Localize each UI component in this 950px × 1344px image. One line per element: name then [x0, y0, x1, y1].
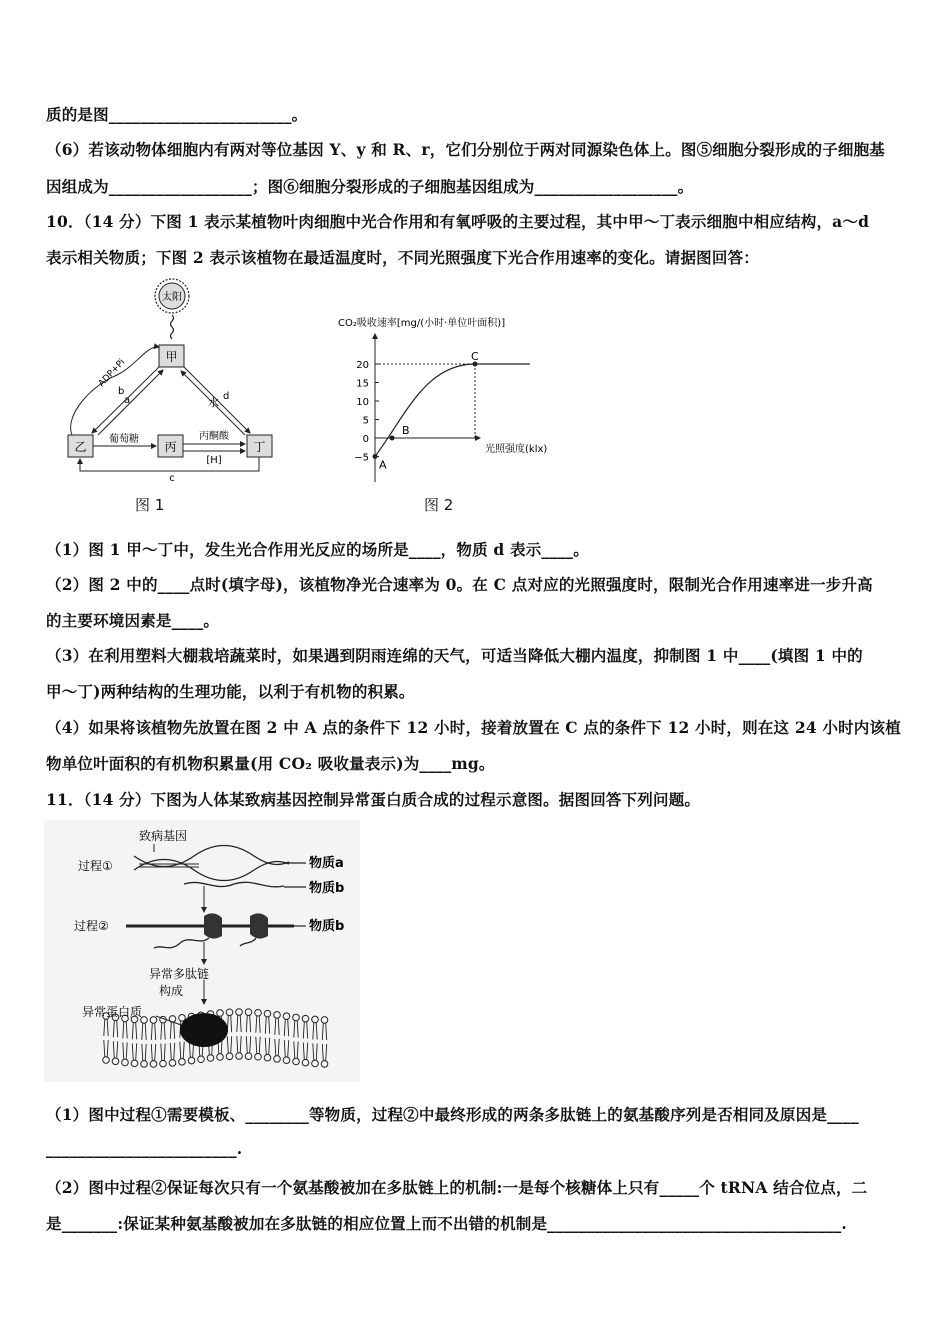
phospholipid-tail — [294, 1041, 298, 1058]
point-label-b: B — [402, 424, 410, 437]
phospholipid-head — [150, 1061, 157, 1068]
phospholipid-head — [207, 1055, 214, 1062]
ding-label: 丁 — [253, 440, 266, 454]
gene-label: 致病基因 — [139, 829, 188, 843]
phospholipid-tail — [256, 1037, 260, 1054]
phospholipid-tail — [265, 1038, 269, 1055]
phospholipid-head — [274, 1012, 281, 1019]
phospholipid-head — [312, 1060, 319, 1067]
phospholipid-tail — [284, 1040, 288, 1057]
series-line — [375, 364, 530, 457]
text-line-3: 因组成为__________________；图⑥细胞分裂形成的子细胞基因组成为__________________。 — [46, 177, 694, 196]
y-tick-label: −5 — [354, 452, 369, 464]
phospholipid-head — [293, 1058, 300, 1065]
abnormal-protein-blob — [180, 1013, 228, 1047]
phospholipid-tail — [113, 1041, 117, 1058]
substance-b-label-1: 物质b — [309, 881, 345, 896]
y-tick-label: 20 — [356, 360, 369, 371]
phospholipid-tail — [123, 1042, 127, 1059]
phospholipid-head — [198, 1056, 205, 1063]
process2-label: 过程② — [74, 919, 109, 933]
figure-3-diagram — [44, 820, 360, 1082]
phospholipid-tail — [142, 1044, 146, 1061]
phospholipid-tail — [104, 1019, 108, 1036]
phospholipid-tail — [256, 1016, 260, 1033]
text-line-10: 甲～丁)两种结构的生理功能，以利于有机物的积累。 — [46, 682, 415, 701]
phospholipid-tail — [132, 1043, 136, 1060]
phospholipid-tail — [294, 1020, 298, 1037]
phospholipid-tail — [313, 1043, 317, 1060]
phospholipid-head — [141, 1017, 148, 1024]
text-line-2: （6）若该动物体细胞内有两对等位基因 Y、y 和 R、r，它们分别位于两对同源染色体上。图⑤细胞分裂形成的子细胞基 — [46, 140, 885, 159]
phospholipid-head — [179, 1015, 186, 1022]
text-line-14: （1）图中过程①需要模板、________等物质，过程②中最终形成的两条多肽链上的氨基酸序列是否相同及原因是____ — [46, 1105, 859, 1124]
phospholipid-head — [160, 1060, 167, 1067]
phospholipid-tail — [313, 1022, 317, 1039]
ribosome-1 — [204, 913, 222, 938]
phospholipid-tail — [237, 1036, 241, 1053]
yi-label: 乙 — [74, 440, 87, 454]
glucose-label: 葡萄糖 — [109, 434, 139, 445]
phospholipid-tail — [303, 1022, 307, 1039]
phospholipid-tail — [322, 1044, 326, 1061]
phospholipid-tail — [132, 1022, 136, 1039]
text-line-6: （1）图 1 甲～丁中，发生光合作用光反应的场所是____，物质 d 表示____。 — [46, 540, 589, 559]
phospholipid-tail — [265, 1017, 269, 1034]
sun-icon — [155, 279, 189, 313]
phospholipid-head — [293, 1014, 300, 1021]
figure-1-diagram — [62, 275, 287, 490]
phospholipid-head — [226, 1053, 233, 1060]
process1-label: 过程① — [78, 859, 113, 873]
phospholipid-head — [264, 1054, 271, 1061]
phospholipid-tail — [170, 1043, 174, 1060]
phospholipid-tail — [246, 1036, 250, 1053]
phospholipid-tail — [322, 1023, 326, 1040]
substance-a-label: 物质a — [309, 856, 344, 871]
phospholipid-head — [255, 1053, 262, 1060]
phospholipid-tail — [180, 1042, 184, 1059]
phospholipid-head — [179, 1059, 186, 1066]
phospholipid-head — [131, 1060, 138, 1067]
phospholipid-head — [169, 1060, 176, 1067]
text-line-12: 物单位叶面积的有机物积累量(用 CO₂ 吸收量表示)为____mg。 — [46, 754, 495, 773]
phospholipid-head — [150, 1017, 157, 1024]
phospholipid-head — [321, 1017, 328, 1024]
y-tick-label: 15 — [356, 378, 369, 390]
fig2-ylabel: CO₂吸收速率[mg/(小时·单位叶面积)] — [338, 318, 506, 329]
text-line-17: 是_______:保证某种氨基酸被加在多肽链的相应位置上而不出错的机制是_____________________________________. — [46, 1214, 847, 1233]
pyruvate-label: 丙酮酸 — [199, 431, 229, 442]
sun-label: 太阳 — [162, 292, 182, 303]
phospholipid-tail — [275, 1039, 279, 1056]
phospholipid-head — [103, 1057, 110, 1064]
water-label: 水 — [208, 396, 219, 409]
phospholipid-tail — [104, 1040, 108, 1057]
y-tick-label: 5 — [362, 415, 369, 427]
text-line-11: （4）如果将该植物先放置在图 2 中 A 点的条件下 12 小时，接着放置在 C 点的条件下 12 小时，则在这 24 小时内该植 — [46, 718, 901, 737]
phospholipid-head — [217, 1054, 224, 1061]
figure-2-chart — [330, 312, 570, 484]
label-b: b — [118, 386, 125, 397]
phospholipid-head — [321, 1061, 328, 1068]
phospholipid-tail — [227, 1036, 231, 1053]
label-c: c — [169, 473, 175, 484]
data-point-a — [373, 454, 378, 459]
phospholipid-head — [141, 1061, 148, 1068]
phospholipid-head — [122, 1059, 129, 1066]
abnormal-peptide-label: 异常多肽链 — [149, 967, 210, 981]
phospholipid-head — [302, 1015, 309, 1022]
phospholipid-head — [283, 1013, 290, 1020]
h-label: [H] — [206, 455, 222, 466]
phospholipid-tail — [161, 1023, 165, 1040]
phospholipid-head — [226, 1009, 233, 1016]
phospholipid-head — [188, 1057, 195, 1064]
phospholipid-tail — [161, 1044, 165, 1061]
phospholipid-head — [245, 1053, 252, 1060]
substance-b-label-2: 物质b — [309, 919, 345, 934]
abnormal-protein-label: 异常蛋白质 — [82, 1005, 143, 1019]
form-label: 构成 — [159, 984, 184, 998]
phospholipid-tail — [123, 1021, 127, 1038]
y-tick-label: 0 — [362, 434, 369, 445]
phospholipid-head — [264, 1010, 271, 1017]
phospholipid-tail — [275, 1018, 279, 1035]
question-10-header: 10．（14 分）下图 1 表示某植物叶肉细胞中光合作用和有氧呼吸的主要过程，其中甲～丁表示细胞中相应结构，a～d — [46, 212, 870, 231]
text-line-7: （2）图 2 中的____点时(填字母)，该植物净光合速率为 0。在 C 点对应的光照强度时，限制光合作用速率进一步升高 — [46, 575, 873, 594]
figure-1-caption: 图 1 — [135, 496, 165, 514]
phospholipid-head — [302, 1059, 309, 1066]
phospholipid-tail — [151, 1023, 155, 1040]
fig2-xlabel: 光照强度(klx) — [485, 444, 548, 455]
phospholipid-tail — [170, 1022, 174, 1039]
question-11-header: 11．（14 分）下图为人体某致病基因控制异常蛋白质合成的过程示意图。据图回答下列问题。 — [46, 790, 701, 809]
data-point-b — [390, 436, 395, 441]
phospholipid-tail — [303, 1043, 307, 1060]
phospholipid-head — [245, 1009, 252, 1016]
ribosome-2 — [250, 913, 268, 938]
phospholipid-tail — [151, 1044, 155, 1061]
phospholipid-head — [312, 1016, 319, 1023]
phospholipid-head — [283, 1057, 290, 1064]
text-line-1: 质的是图_______________________。 — [46, 105, 308, 124]
phospholipid-tail — [246, 1015, 250, 1032]
phospholipid-head — [236, 1009, 243, 1016]
text-line-15: ________________________. — [46, 1139, 243, 1158]
text-line-16: （2）图中过程②保证每次只有一个氨基酸被加在多肽链上的机制:一是每个核糖体上只有_____个 tRNA 结合位点，二 — [46, 1178, 868, 1197]
point-label-c: C — [471, 350, 479, 363]
phospholipid-head — [274, 1056, 281, 1063]
phospholipid-head — [112, 1058, 119, 1065]
phospholipid-head — [236, 1053, 243, 1060]
phospholipid-head — [169, 1016, 176, 1023]
text-line-8: 的主要环境因素是____。 — [46, 611, 220, 630]
adp-label: ADP+Pi — [96, 357, 128, 390]
phospholipid-tail — [142, 1023, 146, 1040]
point-label-a: A — [379, 458, 387, 472]
text-line-5: 表示相关物质；下图 2 表示该植物在最适温度时，不同光照强度下光合作用速率的变化。请据图回答： — [46, 248, 759, 267]
label-a: a — [124, 395, 131, 406]
bing-label: 丙 — [164, 440, 177, 454]
phospholipid-tail — [284, 1019, 288, 1036]
text-line-9: （3）在利用塑料大棚栽培蔬菜时，如果遇到阴雨连绵的天气，可适当降低大棚内温度，抑制图 1 中____(填图 1 中的 — [46, 646, 863, 665]
figure-2-caption: 图 2 — [424, 496, 454, 514]
phospholipid-head — [255, 1009, 262, 1016]
phospholipid-tail — [113, 1020, 117, 1037]
y-tick-label: 10 — [356, 397, 369, 408]
phospholipid-head — [217, 1010, 224, 1017]
label-d: d — [223, 391, 230, 402]
phospholipid-tail — [237, 1015, 241, 1032]
jia-label: 甲 — [165, 350, 178, 364]
